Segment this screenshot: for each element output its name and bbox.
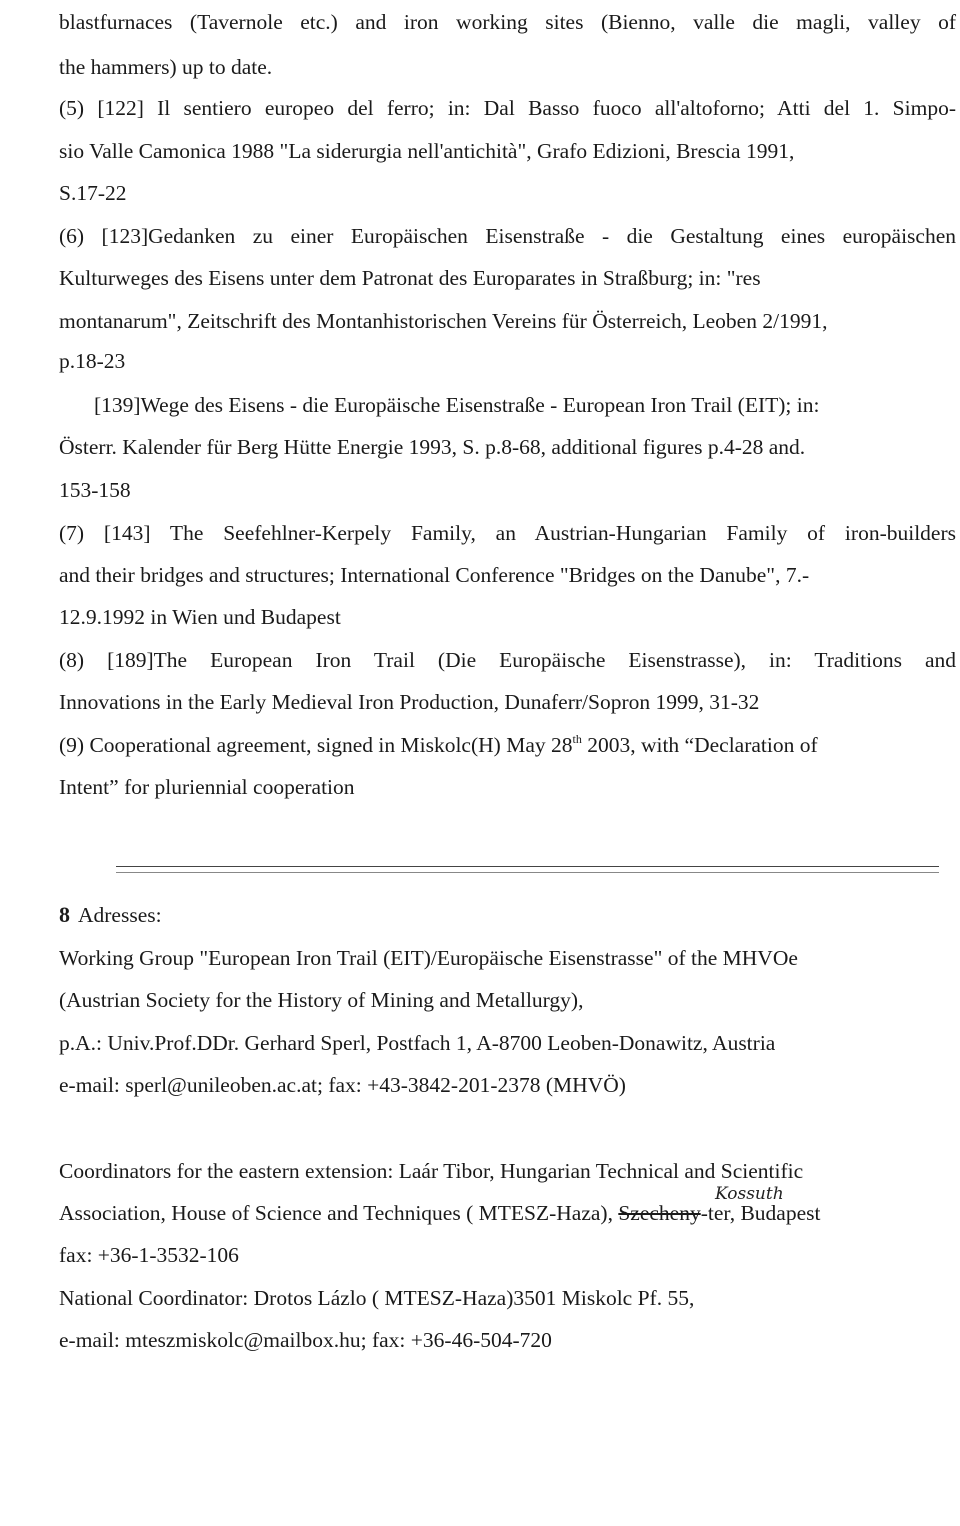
- email-line: e-mail: sperl@unileoben.ac.at; fax: +43-3842-201-2378 (MHVÖ): [59, 1073, 626, 1097]
- reference-7: (7) [143] The Seefehlner-Kerpely Family, an Austrian-Hungarian Family of iron-builders: [59, 521, 956, 545]
- text-fragment: 2003, with “Declaration of: [581, 733, 818, 757]
- text-line: sio Valle Camonica 1988 "La siderurgia nell'antichità", Grafo Edizioni, Brescia 1991,: [59, 139, 795, 163]
- coordinator-line: [59, 1203, 820, 1225]
- text-fragment: Association, House of Science and Techniques ( MTESZ-Haza),: [59, 1201, 619, 1225]
- addresses-heading: [59, 904, 162, 927]
- text-line: S.17-22: [59, 181, 127, 205]
- heading-text: Adresses:: [78, 903, 162, 927]
- text-line: 153-158: [59, 478, 131, 502]
- coordinator-line: National Coordinator: Drotos Lázlo ( MTESZ-Haza)3501 Miskolc Pf. 55,: [59, 1286, 695, 1310]
- fax-line: fax: +36-1-3532-106: [59, 1243, 239, 1267]
- text-line: Innovations in the Early Medieval Iron Production, Dunaferr/Sopron 1999, 31-32: [59, 690, 760, 714]
- superscript: th: [572, 732, 582, 746]
- reference-8: (8) [189]The European Iron Trail (Die Europäische Eisenstrasse), in: Traditions and: [59, 648, 956, 672]
- text-fragment: -ter, Budapest: [700, 1201, 821, 1225]
- text-line: blastfurnaces (Tavernole etc.) and iron working sites (Bienno, valle die magli, valley of: [59, 10, 956, 34]
- address-line: p.A.: Univ.Prof.DDr. Gerhard Sperl, Postfach 1, A-8700 Leoben-Donawitz, Austria: [59, 1031, 776, 1055]
- text-line: montanarum", Zeitschrift des Montanhistorischen Vereins für Österreich, Leoben 2/1991,: [59, 309, 828, 333]
- divider: [116, 866, 939, 867]
- text-line: Kulturweges des Eisens unter dem Patronat des Europarates in Straßburg; in: "res: [59, 266, 761, 290]
- reference-5: (5) [122] Il sentiero europeo del ferro; in: Dal Basso fuoco all'altoforno; Atti del 1. Simpo-: [59, 96, 956, 120]
- text-fragment: (9) Cooperational agreement, signed in Miskolc(H) May 28: [59, 733, 573, 757]
- text-line: Intent” for pluriennial cooperation: [59, 775, 355, 799]
- reference-9: [59, 732, 818, 757]
- text-line: p.18-23: [59, 349, 126, 373]
- text-line: and their bridges and structures; International Conference "Bridges on the Danube", 7.-: [59, 563, 810, 587]
- text-line: Österr. Kalender für Berg Hütte Energie 1993, S. p.8-68, additional figures p.4-28 and.: [59, 435, 806, 459]
- email-line: e-mail: mteszmiskolc@mailbox.hu; fax: +36-46-504-720: [59, 1328, 552, 1352]
- text-line: the hammers) up to date.: [59, 55, 273, 79]
- coordinator-line: Coordinators for the eastern extension: Laár Tibor, Hungarian Technical and Scientific: [59, 1159, 804, 1183]
- handwritten-correction: Kossuth: [715, 1184, 784, 1204]
- reference-6: (6) [123]Gedanken zu einer Europäischen Eisenstraße - die Gestaltung eines europäischen: [59, 224, 956, 248]
- text-line: [139]Wege des Eisens - die Europäische Eisenstraße - European Iron Trail (EIT); in:: [94, 393, 820, 417]
- handwritten-mark-icon: 8: [59, 902, 70, 927]
- address-line: (Austrian Society for the History of Mining and Metallurgy),: [59, 988, 584, 1012]
- divider: [116, 872, 939, 873]
- address-line: Working Group "European Iron Trail (EIT)/Europäische Eisenstrasse" of the MHVOe: [59, 946, 798, 970]
- text-line: 12.9.1992 in Wien und Budapest: [59, 605, 341, 629]
- struck-text: Szecheny: [618, 1201, 701, 1225]
